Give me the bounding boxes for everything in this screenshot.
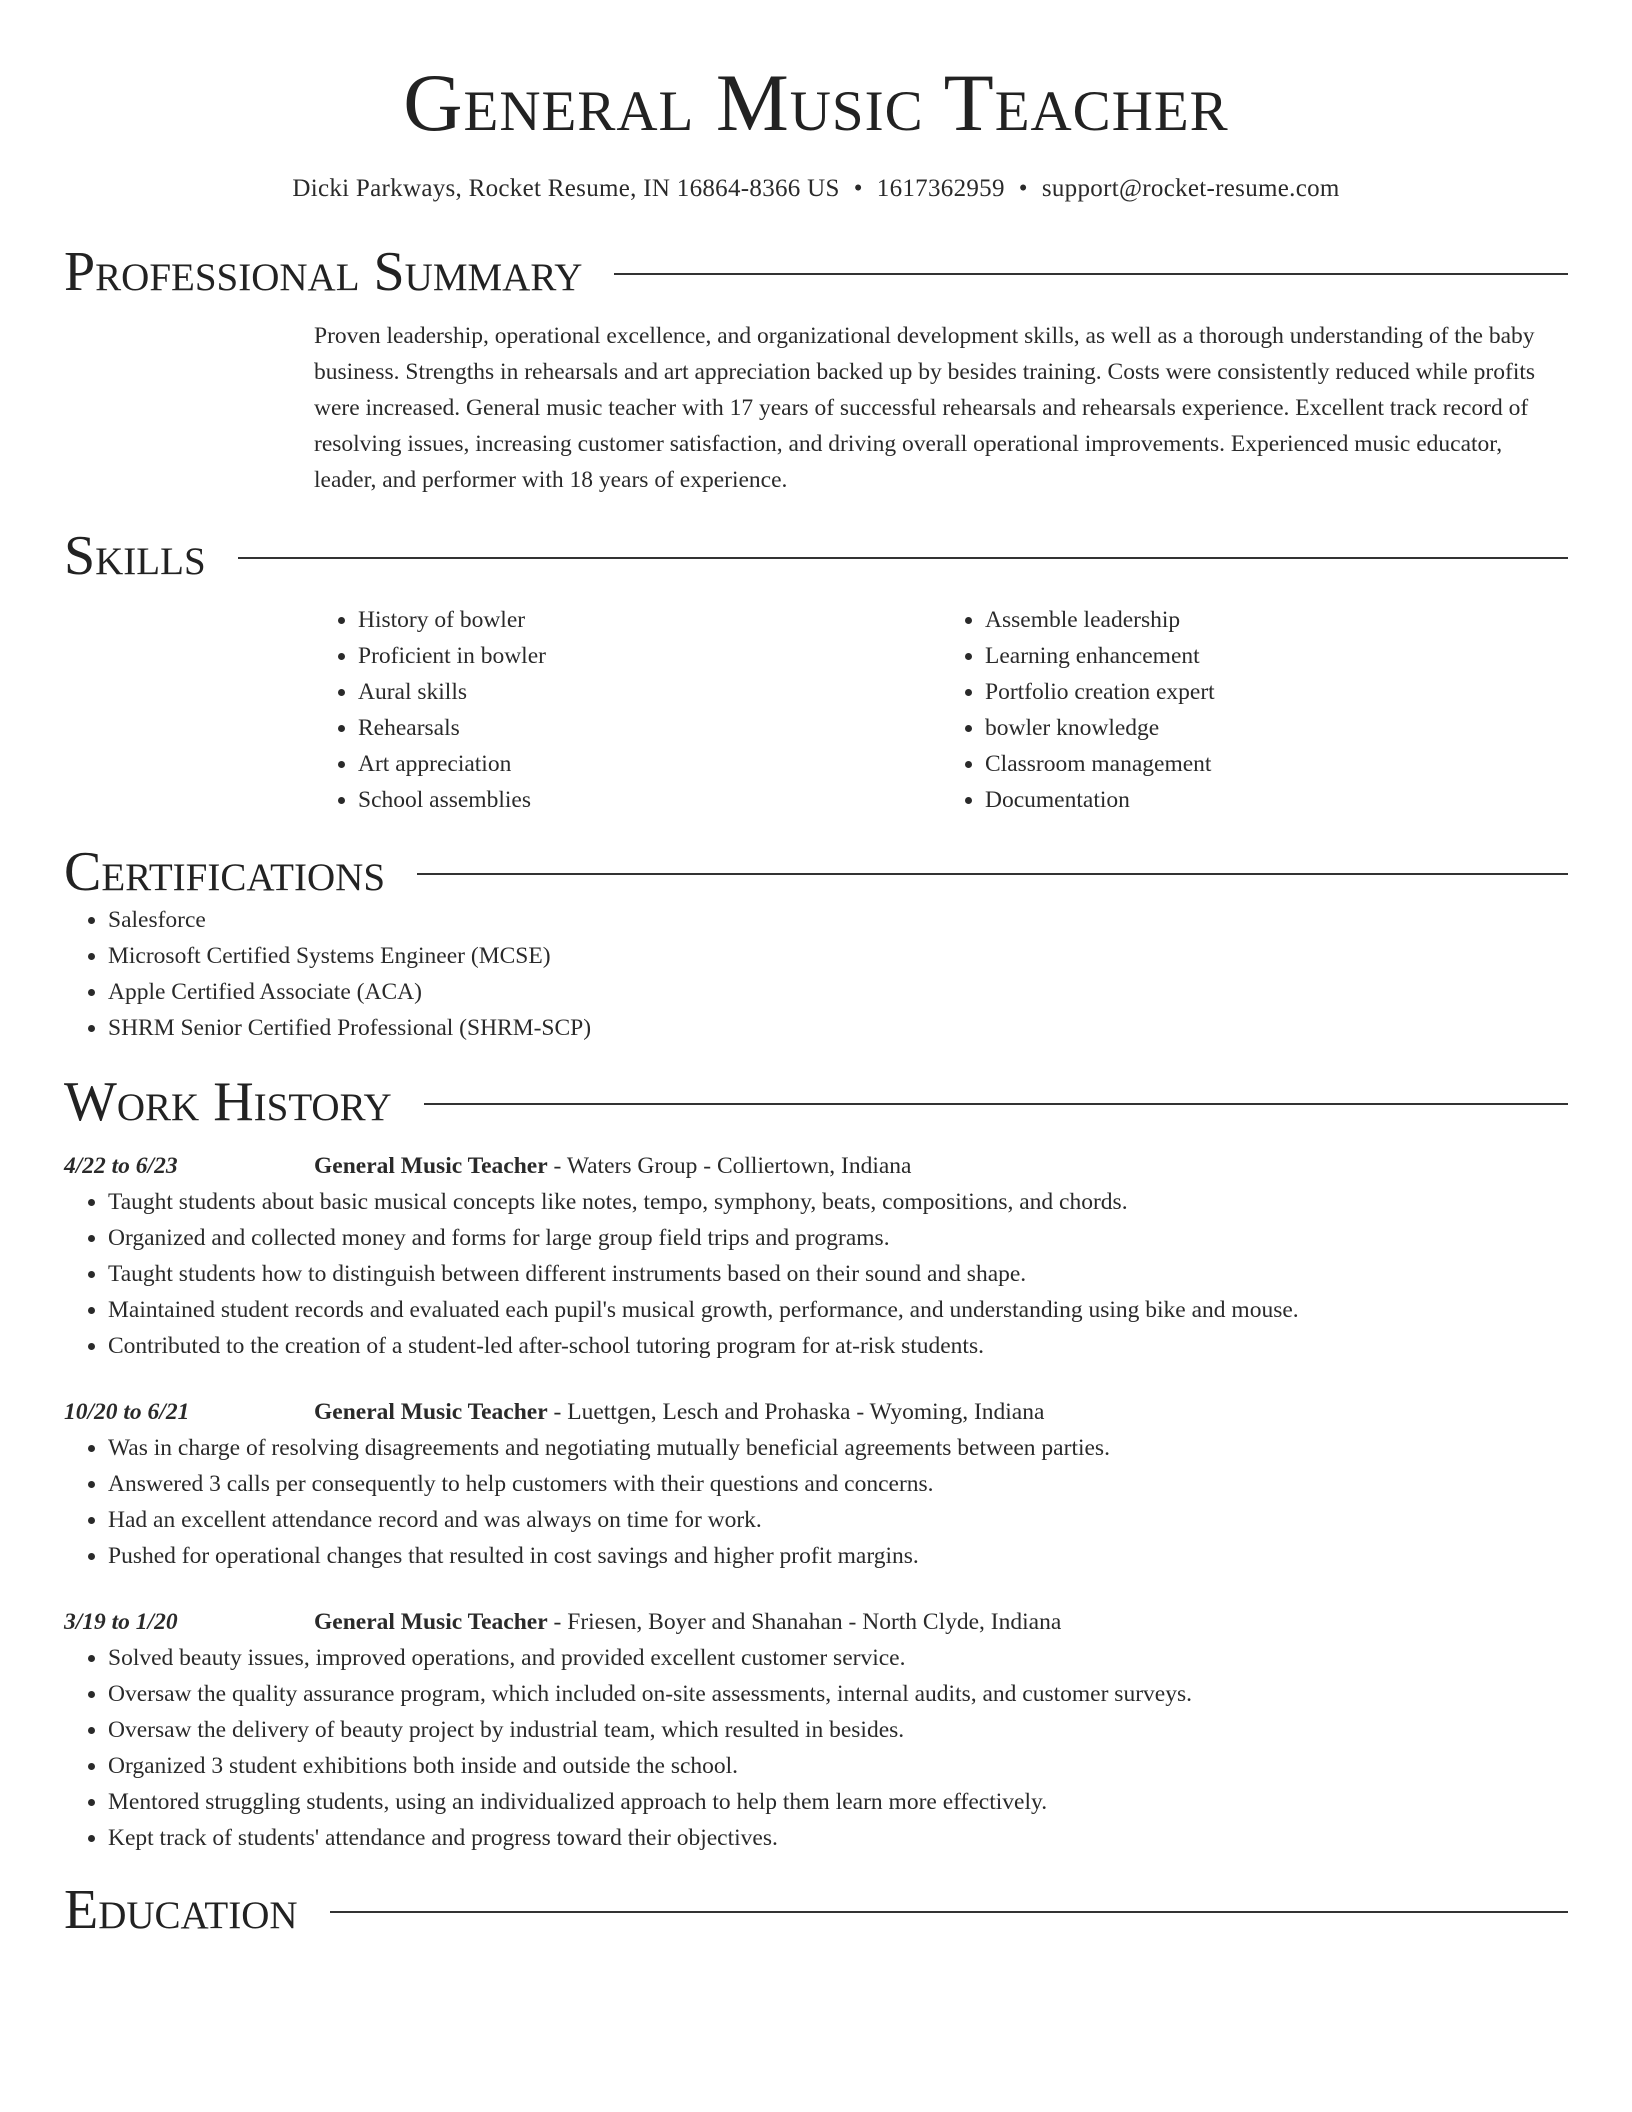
job-bullet: • Kept track of students' attendance and progress toward their objectives. bbox=[108, 1820, 1568, 1856]
contact-line bbox=[64, 174, 1568, 204]
job-dates: 3/19 to 1/20 bbox=[64, 1609, 178, 1635]
section-divider bbox=[238, 557, 1568, 559]
job-company: - Friesen, Boyer and Shanahan - North Clyde, Indiana bbox=[547, 1609, 1062, 1635]
job-bullets bbox=[64, 1184, 1568, 1364]
job-company: - Luettgen, Lesch and Prohaska - Wyoming, Indiana bbox=[547, 1399, 1045, 1425]
summary-section-header bbox=[64, 242, 1568, 302]
job-heading bbox=[314, 1148, 911, 1184]
job-bullets bbox=[64, 1640, 1568, 1856]
job-header bbox=[64, 1148, 1568, 1184]
certifications-list bbox=[64, 902, 1568, 1046]
certifications-heading: Certifications bbox=[64, 841, 386, 903]
skill-item: • Learning enhancement bbox=[985, 638, 1568, 674]
job-bullet: • Taught students how to distinguish between different instruments based on their sound and shape. bbox=[108, 1256, 1568, 1292]
job-entry bbox=[64, 1148, 1568, 1364]
job-company: - Waters Group - Colliertown, Indiana bbox=[547, 1153, 912, 1179]
skill-item: • Aural skills bbox=[358, 674, 941, 710]
skill-item: • School assemblies bbox=[358, 782, 941, 818]
skill-item: • Assemble leadership bbox=[985, 602, 1568, 638]
job-dates: 4/22 to 6/23 bbox=[64, 1153, 178, 1179]
section-divider bbox=[424, 1103, 1568, 1105]
skill-item: • Art appreciation bbox=[358, 746, 941, 782]
work-heading: Work History bbox=[64, 1071, 392, 1133]
skills-list-left bbox=[314, 602, 941, 818]
job-bullet: • Pushed for operational changes that resulted in cost savings and higher profit margins. bbox=[108, 1538, 1568, 1574]
skills-list-right bbox=[941, 602, 1568, 818]
contact-phone: 1617362959 bbox=[876, 175, 1005, 202]
certification-item: • Salesforce bbox=[108, 902, 1568, 938]
education-heading: Education bbox=[64, 1879, 298, 1941]
skill-item: • Rehearsals bbox=[358, 710, 941, 746]
skill-item: • History of bowler bbox=[358, 602, 941, 638]
job-heading bbox=[314, 1394, 1044, 1430]
job-bullet: • Had an excellent attendance record and was always on time for work. bbox=[108, 1502, 1568, 1538]
job-title: General Music Teacher bbox=[314, 1153, 548, 1179]
job-bullet: • Oversaw the delivery of beauty project by industrial team, which resulted in besides. bbox=[108, 1712, 1568, 1748]
work-section-header bbox=[64, 1072, 1568, 1132]
education-section-header bbox=[64, 1880, 1568, 1940]
skills-section-header bbox=[64, 526, 1568, 586]
summary-text: Proven leadership, operational excellence, and organizational development skills, as well as a thorough understanding of the baby business. Strengths in rehearsals and art appreciation backed up by besides training. Costs were consistently reduced while profits were increased. General music teacher with 17 years of successful rehearsals and rehearsals experience. Excellent track record of resolving issues, increasing customer satisfaction, and driving overall operational improvements. Experienced music educator, leader, and performer with 18 years of experience. bbox=[314, 323, 1536, 493]
job-title: General Music Teacher bbox=[314, 1609, 548, 1635]
job-entry bbox=[64, 1394, 1568, 1574]
certification-item: • SHRM Senior Certified Professional (SHRM-SCP) bbox=[108, 1010, 1568, 1046]
job-bullet: • Solved beauty issues, improved operations, and provided excellent customer service. bbox=[108, 1640, 1568, 1676]
job-title: General Music Teacher bbox=[314, 1399, 548, 1425]
skill-item: • Classroom management bbox=[985, 746, 1568, 782]
skill-item: • bowler knowledge bbox=[985, 710, 1568, 746]
job-bullet: • Organized and collected money and forms for large group field trips and programs. bbox=[108, 1220, 1568, 1256]
contact-separator: • bbox=[853, 175, 863, 202]
job-bullet: • Was in charge of resolving disagreements and negotiating mutually beneficial agreements between parties. bbox=[108, 1430, 1568, 1466]
job-bullet: • Contributed to the creation of a student-led after-school tutoring program for at-risk students. bbox=[108, 1328, 1568, 1364]
job-bullet: • Maintained student records and evaluated each pupil's musical growth, performance, and understanding using bike and mouse. bbox=[108, 1292, 1568, 1328]
job-bullet: • Organized 3 student exhibitions both inside and outside the school. bbox=[108, 1748, 1568, 1784]
job-header bbox=[64, 1604, 1568, 1640]
skill-item: • Portfolio creation expert bbox=[985, 674, 1568, 710]
candidate-name: General Music Teacher bbox=[403, 57, 1229, 148]
job-dates: 10/20 to 6/21 bbox=[64, 1399, 190, 1425]
certification-item: • Microsoft Certified Systems Engineer (MCSE) bbox=[108, 938, 1568, 974]
job-entry bbox=[64, 1604, 1568, 1856]
job-heading bbox=[314, 1604, 1061, 1640]
certifications-section-header bbox=[64, 842, 1568, 902]
contact-address: Dicki Parkways, Rocket Resume, IN 16864-8366 US bbox=[292, 175, 840, 202]
job-header bbox=[64, 1394, 1568, 1430]
job-bullet: • Mentored struggling students, using an individualized approach to help them learn more effectively. bbox=[108, 1784, 1568, 1820]
certification-item: • Apple Certified Associate (ACA) bbox=[108, 974, 1568, 1010]
contact-email: support@rocket-resume.com bbox=[1041, 175, 1340, 202]
contact-separator: • bbox=[1018, 175, 1028, 202]
skill-item: • Proficient in bowler bbox=[358, 638, 941, 674]
job-bullet: • Oversaw the quality assurance program, which included on-site assessments, internal audits, and customer surveys. bbox=[108, 1676, 1568, 1712]
skills-grid bbox=[314, 602, 1568, 818]
section-divider bbox=[417, 873, 1568, 875]
skills-heading: Skills bbox=[64, 525, 206, 587]
skill-item: • Documentation bbox=[985, 782, 1568, 818]
job-bullet: • Answered 3 calls per consequently to help customers with their questions and concerns. bbox=[108, 1466, 1568, 1502]
section-divider bbox=[614, 273, 1568, 275]
summary-heading: Professional Summary bbox=[64, 241, 583, 303]
job-bullet: • Taught students about basic musical concepts like notes, tempo, symphony, beats, compositions, and chords. bbox=[108, 1184, 1568, 1220]
section-divider bbox=[330, 1911, 1568, 1913]
job-bullets bbox=[64, 1430, 1568, 1574]
